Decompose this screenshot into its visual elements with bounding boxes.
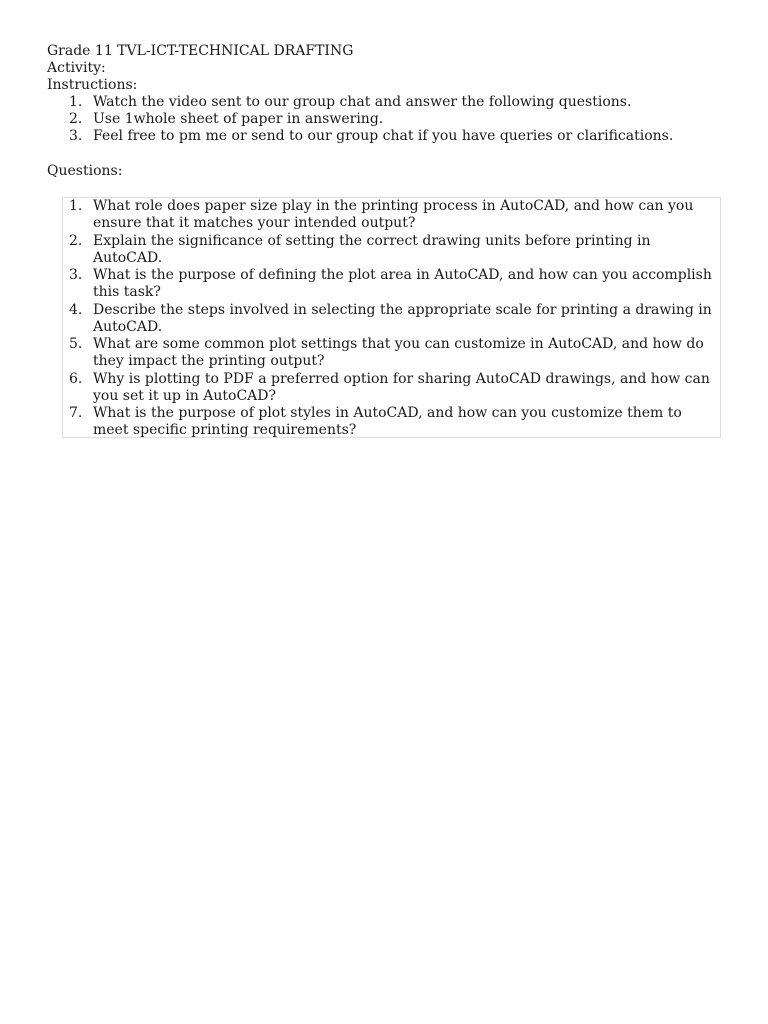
question-number: 6. bbox=[69, 370, 83, 387]
question-text: What is the purpose of plot styles in AutoCAD, and how can you customize them to meet specific printing requirements? bbox=[93, 405, 682, 438]
question-text: Explain the significance of setting the correct drawing units before printing in AutoCAD. bbox=[93, 232, 651, 266]
question-number: 4. bbox=[69, 301, 83, 318]
document-title: Grade 11 TVL-ICT-TECHNICAL DRAFTING bbox=[47, 43, 354, 59]
instruction-text: Feel free to pm me or send to our group chat if you have queries or clarifications. bbox=[93, 128, 674, 144]
question-number: 2. bbox=[69, 232, 83, 249]
question-text: What role does paper size play in the printing process in AutoCAD, and how can you ensure that it matches your intended output? bbox=[93, 198, 694, 231]
question-text: What is the purpose of defining the plot area in AutoCAD, and how can you accomplish this task? bbox=[93, 267, 712, 300]
question-number: 7. bbox=[69, 405, 83, 421]
activity-label: Activity: bbox=[47, 60, 106, 76]
question-text: What are some common plot settings that you can customize in AutoCAD, and how do they impact the printing output? bbox=[93, 336, 704, 369]
instruction-text: Use 1whole sheet of paper in answering. bbox=[93, 111, 384, 127]
question-number: 3. bbox=[69, 267, 83, 283]
instructions-heading: Instructions: bbox=[47, 77, 138, 93]
instruction-number: 2. bbox=[69, 111, 83, 127]
question-text: Describe the steps involved in selecting the appropriate scale for printing a drawing in AutoCAD. bbox=[93, 301, 712, 335]
instruction-number: 3. bbox=[69, 128, 83, 144]
question-number: 1. bbox=[69, 198, 83, 214]
question-text: Why is plotting to PDF a preferred option for sharing AutoCAD drawings, and how can you set it up in AutoCAD? bbox=[93, 370, 710, 404]
instruction-text: Watch the video sent to our group chat and answer the following questions. bbox=[93, 94, 632, 110]
questions-heading: Questions: bbox=[47, 163, 123, 179]
question-number: 5. bbox=[69, 336, 83, 352]
instruction-number: 1. bbox=[69, 94, 83, 110]
